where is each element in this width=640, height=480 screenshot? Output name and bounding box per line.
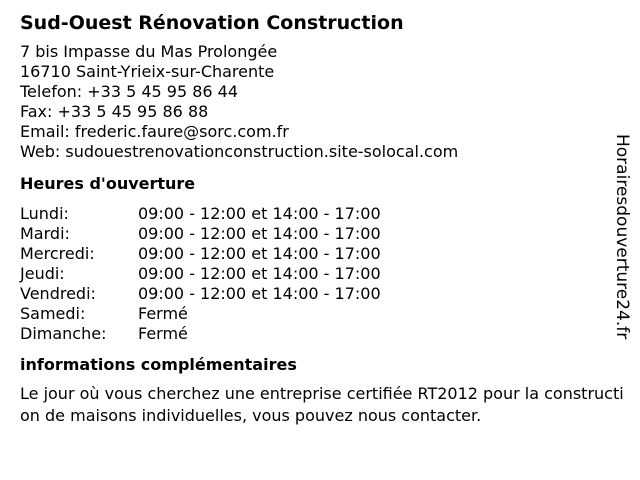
address-street: 7 bis Impasse du Mas Prolongée [20, 42, 278, 61]
hours-time: 09:00 - 12:00 et 14:00 - 17:00 [138, 284, 381, 303]
hours-row-wednesday [20, 244, 620, 264]
hours-time: 09:00 - 12:00 et 14:00 - 17:00 [138, 204, 381, 223]
hours-day: Mercredi: [20, 244, 95, 263]
hours-day: Dimanche: [20, 324, 107, 343]
company-name: Sud-Ouest Rénovation Construction [20, 12, 404, 34]
website-url: Web: sudouestrenovationconstruction.site-solocal.com [20, 142, 459, 161]
hours-day: Samedi: [20, 304, 86, 323]
hours-day: Lundi: [20, 204, 69, 223]
hours-time: Fermé [138, 304, 188, 323]
hours-time: Fermé [138, 324, 188, 343]
additional-info-heading: informations complémentaires [20, 355, 297, 374]
hours-day: Vendredi: [20, 284, 96, 303]
hours-time: 09:00 - 12:00 et 14:00 - 17:00 [138, 224, 381, 243]
hours-time: 09:00 - 12:00 et 14:00 - 17:00 [138, 244, 381, 263]
phone-number: Telefon: +33 5 45 95 86 44 [20, 82, 239, 101]
opening-hours-table [20, 204, 620, 344]
hours-day: Jeudi: [20, 264, 65, 283]
hours-day: Mardi: [20, 224, 70, 243]
opening-hours-heading: Heures d'ouverture [20, 174, 196, 193]
address-city: 16710 Saint-Yrieix-sur-Charente [20, 62, 275, 81]
fax-number: Fax: +33 5 45 95 86 88 [20, 102, 209, 121]
hours-row-saturday [20, 304, 620, 324]
email-address: Email: frederic.faure@sorc.com.fr [20, 122, 289, 141]
site-watermark: Horairesdouverture24.fr [612, 134, 632, 340]
hours-row-monday [20, 204, 620, 224]
hours-time: 09:00 - 12:00 et 14:00 - 17:00 [138, 264, 381, 283]
hours-row-tuesday [20, 224, 620, 244]
hours-row-sunday [20, 324, 620, 344]
hours-row-thursday [20, 264, 620, 284]
hours-row-friday [20, 284, 620, 304]
additional-info-text: Le jour où vous cherchez une entreprise certifiée RT2012 pour la construction de maisons individuelles, vous pouvez nous contacter. [20, 384, 624, 425]
